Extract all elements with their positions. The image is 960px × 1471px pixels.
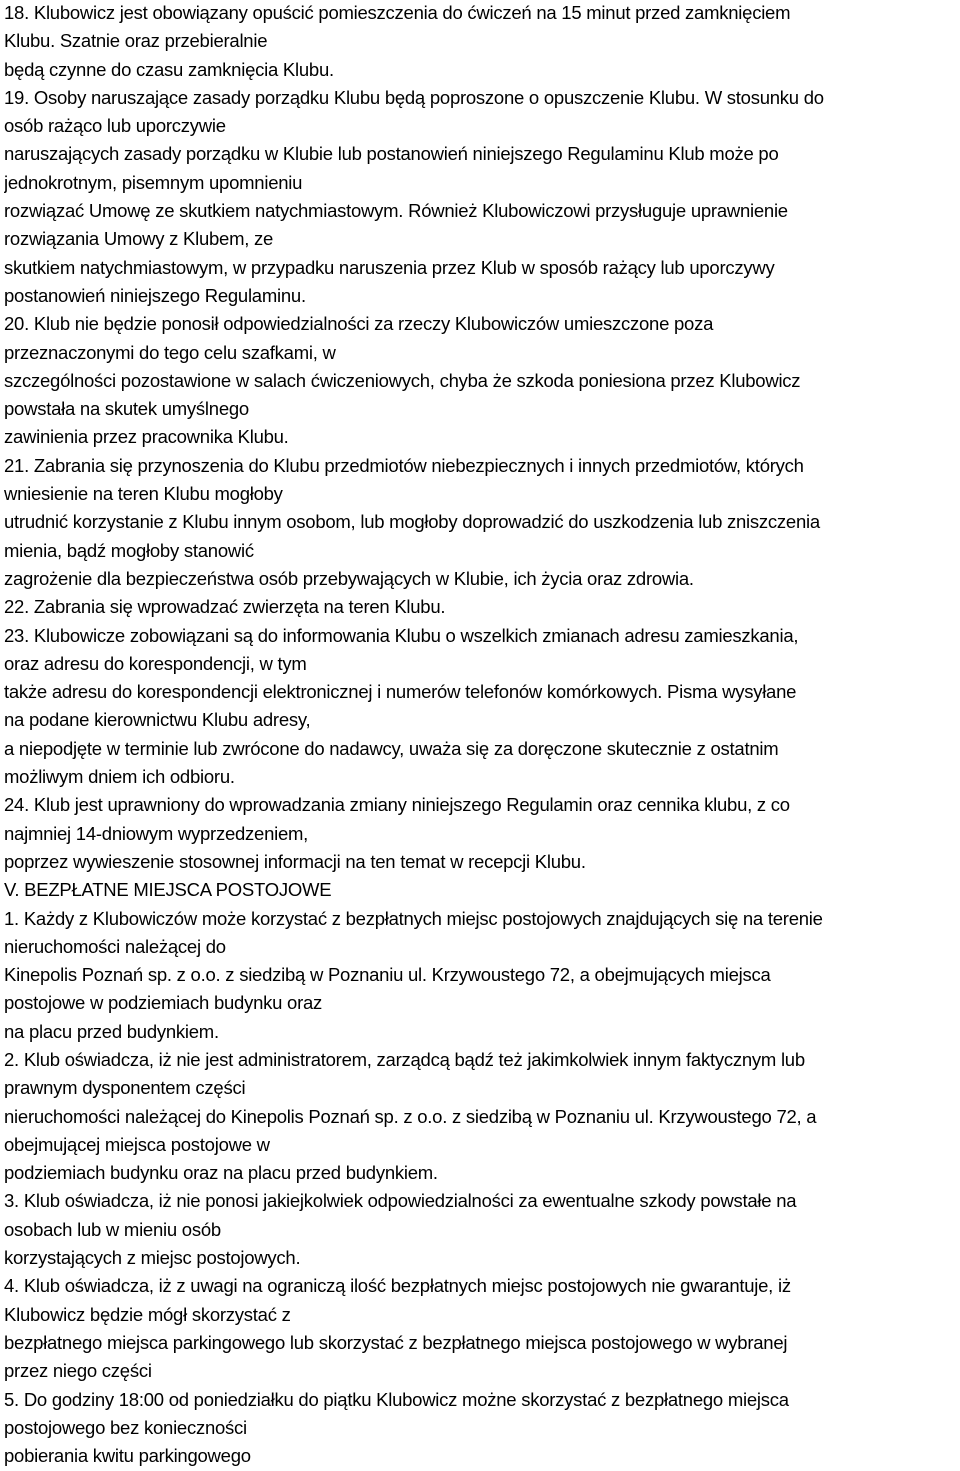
text-line: postanowień niniejszego Regulaminu. (4, 284, 306, 306)
text-line: przez niego części (4, 1360, 152, 1382)
text-line: na placu przed budynkiem. (4, 1020, 219, 1042)
text-line: 24. Klub jest uprawniony do wprowadzania zmiany niniejszego Regulamin oraz cennika klubu, z co (4, 794, 790, 816)
text-line: przeznaczonymi do tego celu szafkami, w (4, 341, 336, 363)
text-line: poprzez wywieszenie stosownej informacji na ten temat w recepcji Klubu. (4, 850, 586, 872)
text-line: 23. Klubowicze zobowiązani są do informowania Klubu o wszelkich zmianach adresu zamieszkania, (4, 624, 799, 646)
text-line: skutkiem natychmiastowym, w przypadku naruszenia przez Klub w sposób rażący lub uporczywy (4, 256, 775, 278)
text-line: korzystających z miejsc postojowych. (4, 1247, 301, 1269)
text-line: pobierania kwitu parkingowego (4, 1445, 251, 1467)
text-line: wniesienie na teren Klubu mogłoby (4, 483, 283, 505)
text-line: 18. Klubowicz jest obowiązany opuścić pomieszczenia do ćwiczeń na 15 minut przed zamknięciem (4, 2, 791, 23)
text-line: jednokrotnym, pisemnym upomnieniu (4, 171, 303, 193)
text-line: 21. Zabrania się przynoszenia do Klubu przedmiotów niebezpiecznych i innych przedmiotów, których (4, 454, 804, 476)
text-line: będą czynne do czasu zamknięcia Klubu. (4, 58, 334, 80)
text-line: mienia, bądź mogłoby stanowić (4, 539, 254, 561)
text-line: nieruchomości należącej do (4, 935, 226, 957)
text-line: zagrożenie dla bezpieczeństwa osób przebywających w Klubie, ich życia oraz zdrowia. (4, 567, 694, 589)
text-line: szczególności pozostawione w salach ćwiczeniowych, chyba że szkoda poniesiona przez Klubowicz (4, 369, 801, 391)
text-line: Klubowicz będzie mógł skorzystać z (4, 1303, 291, 1325)
text-line: 20. Klub nie będzie ponosił odpowiedzialności za rzeczy Klubowiczów umieszczone poza (4, 313, 714, 335)
text-line: postojowego bez konieczności (4, 1416, 247, 1438)
text-line: utrudnić korzystanie z Klubu innym osobom, lub mogłoby doprowadzić do uszkodzenia lub zniszczenia (4, 511, 820, 533)
text-line: na podane kierownictwu Klubu adresy, (4, 709, 311, 731)
text-line: nieruchomości należącej do Kinepolis Poznań sp. z o.o. z siedzibą w Poznaniu ul. Krzywoustego 72, a (4, 1105, 817, 1127)
text-line: 4. Klub oświadcza, iż z uwagi na ograniczą ilość bezpłatnych miejsc postojowych nie gwarantuje, iż (4, 1275, 791, 1297)
text-line: 2. Klub oświadcza, iż nie jest administratorem, zarządcą bądź też jakimkolwiek innym faktycznym lub (4, 1048, 805, 1070)
text-line: prawnym dysponentem części (4, 1077, 246, 1099)
text-line: rozwiązać Umowę ze skutkiem natychmiastowym. Również Klubowiczowi przysługuje uprawnienie (4, 200, 788, 222)
text-line: osobach lub w mieniu osób (4, 1218, 221, 1240)
text-line: osób rażąco lub uporczywie (4, 115, 226, 137)
text-line: 3. Klub oświadcza, iż nie ponosi jakiejkolwiek odpowiedzialności za ewentualne szkody powstałe na (4, 1190, 797, 1212)
text-line: oraz adresu do korespondencji, w tym (4, 652, 307, 674)
text-line: rozwiązania Umowy z Klubem, ze (4, 228, 274, 250)
text-line: postojowe w podziemiach budynku oraz (4, 992, 323, 1014)
text-line: 5. Do godziny 18:00 od poniedziałku do piątku Klubowicz możne skorzystać z bezpłatnego miejsca (4, 1388, 789, 1410)
document-page (4, 0, 958, 1471)
text-line: V. BEZPŁATNE MIEJSCA POSTOJOWE (4, 879, 332, 901)
text-line: możliwym dniem ich odbioru. (4, 766, 235, 788)
text-line: 22. Zabrania się wprowadzać zwierzęta na teren Klubu. (4, 596, 446, 618)
text-line: podziemiach budynku oraz na placu przed budynkiem. (4, 1162, 438, 1184)
text-line: Kinepolis Poznań sp. z o.o. z siedzibą w Poznaniu ul. Krzywoustego 72, a obejmujących miejsca (4, 964, 771, 986)
text-line: powstała na skutek umyślnego (4, 398, 249, 420)
text-line: a niepodjęte w terminie lub zwrócone do nadawcy, uważa się za doręczone skutecznie z ostatnim (4, 737, 779, 759)
text-line: najmniej 14-dniowym wyprzedzeniem, (4, 822, 309, 844)
text-line: 19. Osoby naruszające zasady porządku Klubu będą poproszone o opuszczenie Klubu. W stosunku do (4, 86, 824, 108)
text-line: bezpłatnego miejsca parkingowego lub skorzystać z bezpłatnego miejsca postojowego w wybranej (4, 1331, 788, 1353)
text-line: Klubu. Szatnie oraz przebieralnie (4, 30, 268, 52)
text-line: obejmującej miejsca postojowe w (4, 1133, 270, 1155)
text-line: zawinienia przez pracownika Klubu. (4, 426, 289, 448)
text-line: także adresu do korespondencji elektronicznej i numerów telefonów komórkowych. Pisma wysyłane (4, 681, 797, 703)
text-line: 1. Każdy z Klubowiczów może korzystać z bezpłatnych miejsc postojowych znajdujących się na terenie (4, 907, 823, 929)
text-line: naruszających zasady porządku w Klubie lub postanowień niniejszego Regulaminu Klub może po (4, 143, 779, 165)
